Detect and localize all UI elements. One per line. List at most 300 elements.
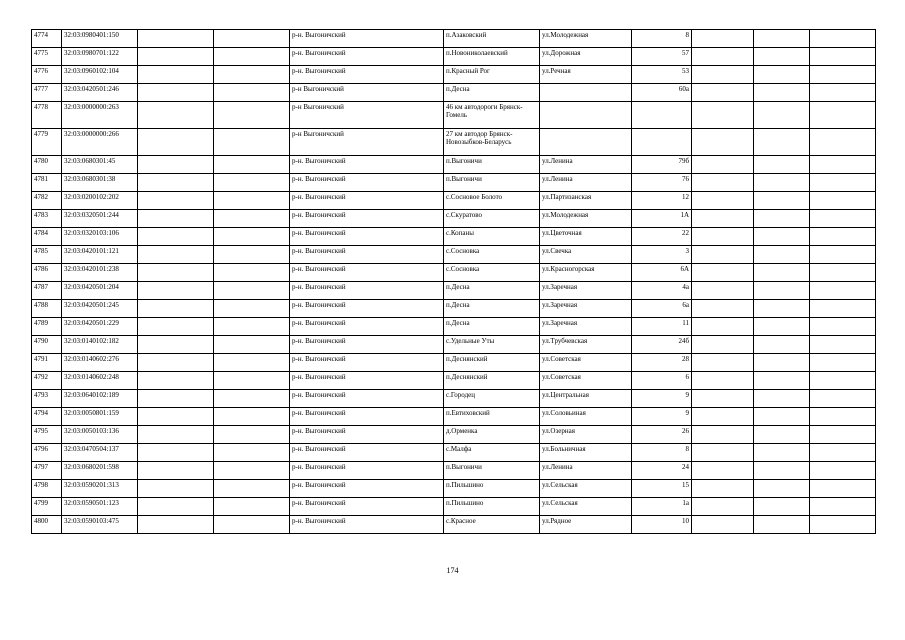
settlement-cell: п.Десна — [444, 300, 540, 318]
empty-cell — [754, 480, 810, 498]
row-number-cell: 4793 — [32, 390, 62, 408]
street-cell: ул.Заречная — [540, 300, 632, 318]
empty-cell — [138, 462, 214, 480]
house-number-cell: 79б — [632, 156, 692, 174]
empty-cell — [754, 354, 810, 372]
house-number-cell: 11 — [632, 318, 692, 336]
empty-cell — [810, 174, 876, 192]
empty-cell — [810, 300, 876, 318]
empty-cell — [214, 498, 290, 516]
row-number-cell: 4796 — [32, 444, 62, 462]
empty-cell — [138, 318, 214, 336]
empty-cell — [754, 210, 810, 228]
empty-cell — [214, 192, 290, 210]
empty-cell — [214, 318, 290, 336]
empty-cell — [138, 444, 214, 462]
empty-cell — [692, 354, 754, 372]
house-number-cell: 28 — [632, 354, 692, 372]
empty-cell — [692, 30, 754, 48]
empty-cell — [754, 30, 810, 48]
row-number-cell: 4779 — [32, 129, 62, 156]
empty-cell — [138, 129, 214, 156]
row-number-cell: 4783 — [32, 210, 62, 228]
cadastral-number-cell: 32:03:0000000:263 — [62, 102, 138, 129]
house-number-cell: 26 — [632, 426, 692, 444]
settlement-cell: с.Малфа — [444, 444, 540, 462]
row-number-cell: 4789 — [32, 318, 62, 336]
cadastral-number-cell: 32:03:0420501:204 — [62, 282, 138, 300]
empty-cell — [754, 48, 810, 66]
district-cell: р-н. Выгоничский — [290, 156, 444, 174]
settlement-cell: п.Деснянский — [444, 372, 540, 390]
empty-cell — [692, 372, 754, 390]
cadastral-number-cell: 32:03:0640102:189 — [62, 390, 138, 408]
table-row — [32, 372, 876, 390]
street-cell: ул.Озерная — [540, 426, 632, 444]
empty-cell — [138, 30, 214, 48]
row-number-cell: 4795 — [32, 426, 62, 444]
table-row — [32, 48, 876, 66]
row-number-cell: 4786 — [32, 264, 62, 282]
cadastral-number-cell: 32:03:0590201:313 — [62, 480, 138, 498]
empty-cell — [692, 462, 754, 480]
empty-cell — [692, 84, 754, 102]
row-number-cell: 4784 — [32, 228, 62, 246]
street-cell: ул.Цветочная — [540, 228, 632, 246]
empty-cell — [692, 408, 754, 426]
empty-cell — [810, 408, 876, 426]
district-cell: р-н. Выгоничский — [290, 408, 444, 426]
house-number-cell: 8 — [632, 444, 692, 462]
table-row — [32, 444, 876, 462]
street-cell: ул.Свечка — [540, 246, 632, 264]
house-number-cell: 22 — [632, 228, 692, 246]
empty-cell — [138, 264, 214, 282]
settlement-cell: п.Выгоничи — [444, 462, 540, 480]
cadastral-number-cell: 32:03:0680201:598 — [62, 462, 138, 480]
house-number-cell: 10 — [632, 516, 692, 534]
table-row — [32, 300, 876, 318]
settlement-cell: с.Сосновка — [444, 264, 540, 282]
empty-cell — [810, 66, 876, 84]
house-number-cell: 6А — [632, 264, 692, 282]
empty-cell — [138, 48, 214, 66]
row-number-cell: 4781 — [32, 174, 62, 192]
empty-cell — [214, 336, 290, 354]
district-cell: р-н. Выгоничский — [290, 354, 444, 372]
empty-cell — [754, 516, 810, 534]
street-cell: ул.Советская — [540, 354, 632, 372]
empty-cell — [692, 264, 754, 282]
row-number-cell: 4794 — [32, 408, 62, 426]
empty-cell — [754, 372, 810, 390]
street-cell: ул.Ленина — [540, 174, 632, 192]
street-cell: ул.Дорожная — [540, 48, 632, 66]
empty-cell — [692, 156, 754, 174]
settlement-cell: с.Копаны — [444, 228, 540, 246]
empty-cell — [810, 264, 876, 282]
empty-cell — [810, 246, 876, 264]
empty-cell — [138, 498, 214, 516]
empty-cell — [214, 480, 290, 498]
empty-cell — [138, 156, 214, 174]
table-row — [32, 84, 876, 102]
district-cell: р-н Выгоничский — [290, 102, 444, 129]
district-cell: р-н. Выгоничский — [290, 318, 444, 336]
settlement-cell: п.Евтиховский — [444, 408, 540, 426]
table-row — [32, 390, 876, 408]
cadastral-number-cell: 32:03:0200102:202 — [62, 192, 138, 210]
empty-cell — [810, 498, 876, 516]
empty-cell — [810, 210, 876, 228]
empty-cell — [214, 300, 290, 318]
empty-cell — [692, 444, 754, 462]
settlement-cell: с.Красное — [444, 516, 540, 534]
empty-cell — [214, 282, 290, 300]
empty-cell — [692, 300, 754, 318]
table-row — [32, 480, 876, 498]
district-cell: р-н Выгоничский — [290, 129, 444, 156]
cadastral-number-cell: 32:03:0420501:229 — [62, 318, 138, 336]
house-number-cell: 1а — [632, 498, 692, 516]
row-number-cell: 4777 — [32, 84, 62, 102]
empty-cell — [810, 282, 876, 300]
district-cell: р-н. Выгоничский — [290, 480, 444, 498]
empty-cell — [138, 480, 214, 498]
district-cell: р-н. Выгоничский — [290, 30, 444, 48]
empty-cell — [692, 516, 754, 534]
table-row — [32, 264, 876, 282]
street-cell: ул.Молодежная — [540, 210, 632, 228]
empty-cell — [692, 129, 754, 156]
row-number-cell: 4798 — [32, 480, 62, 498]
table-row — [32, 210, 876, 228]
row-number-cell: 4774 — [32, 30, 62, 48]
empty-cell — [810, 372, 876, 390]
house-number-cell: 53 — [632, 66, 692, 84]
empty-cell — [214, 66, 290, 84]
cadastral-number-cell: 32:03:0960102:104 — [62, 66, 138, 84]
district-cell: р-н. Выгоничский — [290, 390, 444, 408]
empty-cell — [692, 174, 754, 192]
district-cell: р-н. Выгоничский — [290, 498, 444, 516]
settlement-cell: п.Выгоничи — [444, 156, 540, 174]
cadastral-number-cell: 32:03:0420501:246 — [62, 84, 138, 102]
table-row — [32, 408, 876, 426]
empty-cell — [214, 246, 290, 264]
empty-cell — [214, 84, 290, 102]
settlement-cell: 46 км автодороги Брянск-Гомель — [444, 102, 540, 129]
empty-cell — [810, 354, 876, 372]
district-cell: р-н. Выгоничский — [290, 300, 444, 318]
cadastral-number-cell: 32:03:0680301:38 — [62, 174, 138, 192]
street-cell — [540, 129, 632, 156]
empty-cell — [810, 480, 876, 498]
empty-cell — [214, 156, 290, 174]
street-cell: ул.Рядное — [540, 516, 632, 534]
district-cell: р-н. Выгоничский — [290, 210, 444, 228]
empty-cell — [138, 354, 214, 372]
row-number-cell: 4778 — [32, 102, 62, 129]
empty-cell — [754, 102, 810, 129]
row-number-cell: 4787 — [32, 282, 62, 300]
street-cell — [540, 102, 632, 129]
empty-cell — [692, 192, 754, 210]
district-cell: р-н. Выгоничский — [290, 246, 444, 264]
empty-cell — [692, 336, 754, 354]
table-row — [32, 156, 876, 174]
empty-cell — [692, 102, 754, 129]
empty-cell — [754, 264, 810, 282]
cadastral-number-cell: 32:03:0140602:248 — [62, 372, 138, 390]
cadastral-number-cell: 32:03:0320501:244 — [62, 210, 138, 228]
row-number-cell: 4780 — [32, 156, 62, 174]
row-number-cell: 4788 — [32, 300, 62, 318]
empty-cell — [810, 336, 876, 354]
empty-cell — [138, 84, 214, 102]
empty-cell — [214, 129, 290, 156]
settlement-cell: п.Красный Рог — [444, 66, 540, 84]
empty-cell — [692, 66, 754, 84]
empty-cell — [810, 318, 876, 336]
cadastral-number-cell: 32:03:0140602:276 — [62, 354, 138, 372]
empty-cell — [810, 84, 876, 102]
settlement-cell: п.Десна — [444, 84, 540, 102]
empty-cell — [692, 210, 754, 228]
house-number-cell — [632, 102, 692, 129]
empty-cell — [214, 390, 290, 408]
table-row — [32, 246, 876, 264]
settlement-cell: п.Пильшино — [444, 480, 540, 498]
street-cell: ул.Речная — [540, 66, 632, 84]
settlement-cell: п.Выгоничи — [444, 174, 540, 192]
empty-cell — [138, 228, 214, 246]
empty-cell — [214, 372, 290, 390]
empty-cell — [214, 408, 290, 426]
empty-cell — [810, 444, 876, 462]
table-row — [32, 282, 876, 300]
cadastral-number-cell: 32:03:0980401:150 — [62, 30, 138, 48]
empty-cell — [214, 516, 290, 534]
empty-cell — [138, 516, 214, 534]
row-number-cell: 4797 — [32, 462, 62, 480]
street-cell: ул.Сельская — [540, 480, 632, 498]
district-cell: р-н Выгоничский — [290, 84, 444, 102]
row-number-cell: 4799 — [32, 498, 62, 516]
street-cell — [540, 84, 632, 102]
table-body — [32, 30, 876, 534]
settlement-cell: д.Орменка — [444, 426, 540, 444]
settlement-cell: п.Десна — [444, 318, 540, 336]
table-row — [32, 174, 876, 192]
settlement-cell: с.Скуратово — [444, 210, 540, 228]
house-number-cell: 24б — [632, 336, 692, 354]
table-row — [32, 426, 876, 444]
empty-cell — [138, 372, 214, 390]
house-number-cell — [632, 129, 692, 156]
empty-cell — [138, 174, 214, 192]
house-number-cell: 15 — [632, 480, 692, 498]
settlement-cell: п.Азаковский — [444, 30, 540, 48]
empty-cell — [138, 300, 214, 318]
settlement-cell: п.Пильшино — [444, 498, 540, 516]
street-cell: ул.Красногорская — [540, 264, 632, 282]
empty-cell — [754, 318, 810, 336]
empty-cell — [810, 228, 876, 246]
empty-cell — [810, 129, 876, 156]
settlement-cell: с.Сосновка — [444, 246, 540, 264]
empty-cell — [754, 336, 810, 354]
street-cell: ул.Центральная — [540, 390, 632, 408]
house-number-cell: 9 — [632, 408, 692, 426]
district-cell: р-н. Выгоничский — [290, 192, 444, 210]
empty-cell — [810, 516, 876, 534]
cadastral-number-cell: 32:03:0980701:122 — [62, 48, 138, 66]
empty-cell — [692, 228, 754, 246]
empty-cell — [214, 48, 290, 66]
empty-cell — [754, 156, 810, 174]
street-cell: ул.Партизанская — [540, 192, 632, 210]
street-cell: ул.Трубчевская — [540, 336, 632, 354]
house-number-cell: 3 — [632, 246, 692, 264]
empty-cell — [214, 210, 290, 228]
street-cell: ул.Больничная — [540, 444, 632, 462]
empty-cell — [754, 84, 810, 102]
house-number-cell: 24 — [632, 462, 692, 480]
empty-cell — [754, 246, 810, 264]
cadastral-number-cell: 32:03:0470504:137 — [62, 444, 138, 462]
empty-cell — [810, 192, 876, 210]
empty-cell — [754, 228, 810, 246]
page-number: 174 — [446, 566, 459, 575]
district-cell: р-н. Выгоничский — [290, 228, 444, 246]
cadastral-number-cell: 32:03:0320103:106 — [62, 228, 138, 246]
empty-cell — [214, 444, 290, 462]
empty-cell — [138, 246, 214, 264]
empty-cell — [214, 264, 290, 282]
house-number-cell: 4а — [632, 282, 692, 300]
street-cell: ул.Ленина — [540, 156, 632, 174]
house-number-cell: 1А — [632, 210, 692, 228]
street-cell: ул.Молодежная — [540, 30, 632, 48]
empty-cell — [810, 156, 876, 174]
house-number-cell: 9 — [632, 390, 692, 408]
empty-cell — [214, 462, 290, 480]
empty-cell — [214, 102, 290, 129]
table-row — [32, 66, 876, 84]
table-row — [32, 516, 876, 534]
table-row — [32, 102, 876, 129]
house-number-cell: 12 — [632, 192, 692, 210]
row-number-cell: 4785 — [32, 246, 62, 264]
street-cell: ул.Заречная — [540, 282, 632, 300]
empty-cell — [754, 174, 810, 192]
empty-cell — [692, 480, 754, 498]
district-cell: р-н. Выгоничский — [290, 516, 444, 534]
empty-cell — [138, 336, 214, 354]
empty-cell — [810, 462, 876, 480]
district-cell: р-н. Выгоничский — [290, 48, 444, 66]
row-number-cell: 4792 — [32, 372, 62, 390]
empty-cell — [810, 30, 876, 48]
district-cell: р-н. Выгоничский — [290, 462, 444, 480]
settlement-cell: с.Удельные Уты — [444, 336, 540, 354]
table-row — [32, 336, 876, 354]
settlement-cell: п.Десна — [444, 282, 540, 300]
empty-cell — [810, 390, 876, 408]
row-number-cell: 4782 — [32, 192, 62, 210]
table-row — [32, 30, 876, 48]
table-row — [32, 354, 876, 372]
settlement-cell: с.Городец — [444, 390, 540, 408]
empty-cell — [692, 48, 754, 66]
empty-cell — [138, 408, 214, 426]
row-number-cell: 4790 — [32, 336, 62, 354]
empty-cell — [810, 426, 876, 444]
district-cell: р-н. Выгоничский — [290, 444, 444, 462]
empty-cell — [214, 426, 290, 444]
house-number-cell: 6а — [632, 300, 692, 318]
district-cell: р-н. Выгоничский — [290, 336, 444, 354]
empty-cell — [692, 246, 754, 264]
empty-cell — [810, 102, 876, 129]
house-number-cell: 57 — [632, 48, 692, 66]
district-cell: р-н. Выгоничский — [290, 174, 444, 192]
empty-cell — [692, 426, 754, 444]
street-cell: ул.Соловьиная — [540, 408, 632, 426]
district-cell: р-н. Выгоничский — [290, 282, 444, 300]
cadastral-number-cell: 32:03:0140102:182 — [62, 336, 138, 354]
row-number-cell: 4776 — [32, 66, 62, 84]
table-row — [32, 129, 876, 156]
empty-cell — [692, 390, 754, 408]
cadastral-number-cell: 32:03:0000000:266 — [62, 129, 138, 156]
cadastral-number-cell: 32:03:0590103:475 — [62, 516, 138, 534]
empty-cell — [692, 282, 754, 300]
street-cell: ул.Ленина — [540, 462, 632, 480]
empty-cell — [214, 30, 290, 48]
cadastral-number-cell: 32:03:0420501:245 — [62, 300, 138, 318]
table-row — [32, 192, 876, 210]
cadastral-number-cell: 32:03:0050103:136 — [62, 426, 138, 444]
street-cell: ул.Советская — [540, 372, 632, 390]
row-number-cell: 4791 — [32, 354, 62, 372]
district-cell: р-н. Выгоничский — [290, 66, 444, 84]
district-cell: р-н. Выгоничский — [290, 426, 444, 444]
district-cell: р-н. Выгоничский — [290, 264, 444, 282]
registry-table — [31, 29, 876, 534]
settlement-cell: 27 км автодор Брянск-Новозыбков-Беларусь — [444, 129, 540, 156]
house-number-cell: 6 — [632, 372, 692, 390]
cadastral-number-cell: 32:03:0590501:123 — [62, 498, 138, 516]
empty-cell — [754, 282, 810, 300]
empty-cell — [754, 444, 810, 462]
cadastral-number-cell: 32:03:0680301:45 — [62, 156, 138, 174]
empty-cell — [754, 300, 810, 318]
empty-cell — [138, 426, 214, 444]
empty-cell — [754, 390, 810, 408]
empty-cell — [754, 129, 810, 156]
cadastral-number-cell: 32:03:0420101:121 — [62, 246, 138, 264]
empty-cell — [692, 498, 754, 516]
row-number-cell: 4775 — [32, 48, 62, 66]
empty-cell — [754, 408, 810, 426]
table-row — [32, 228, 876, 246]
street-cell: ул.Заречная — [540, 318, 632, 336]
table-row — [32, 318, 876, 336]
empty-cell — [754, 462, 810, 480]
row-number-cell: 4800 — [32, 516, 62, 534]
